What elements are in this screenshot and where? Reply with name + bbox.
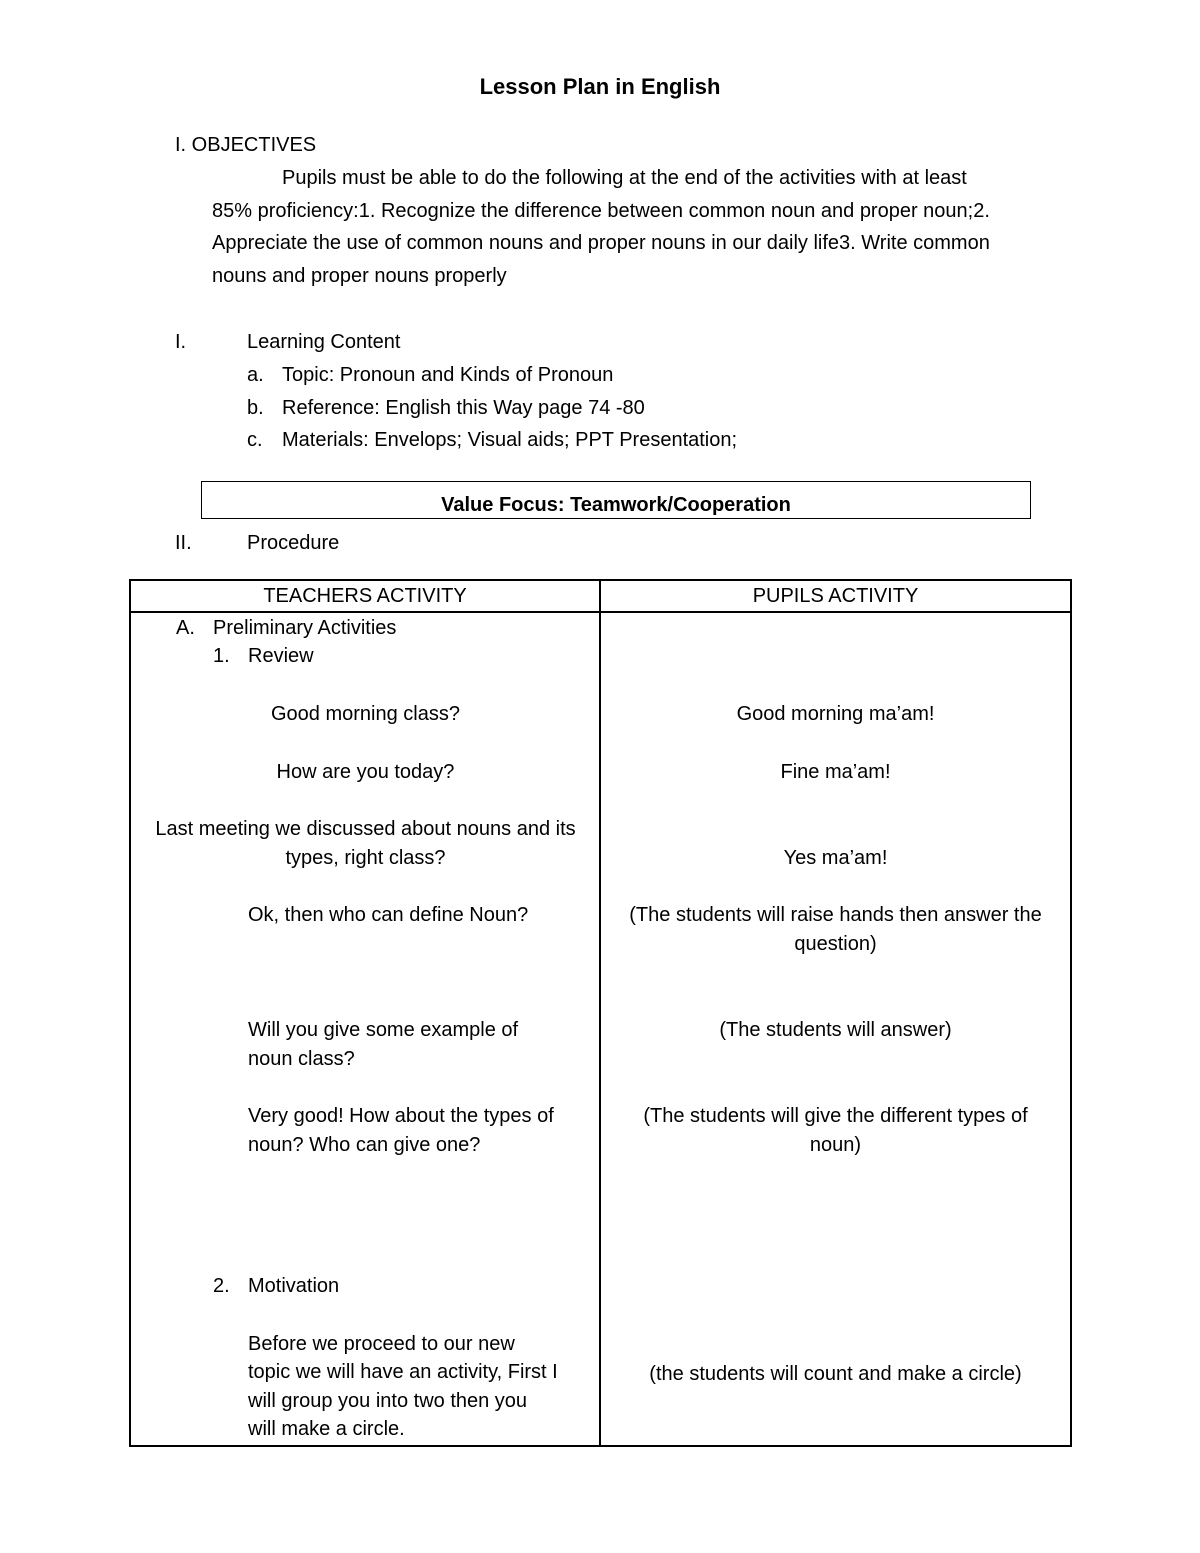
motivation-label: Motivation — [248, 1275, 340, 1297]
pupils-answer: (The students will answer) — [719, 1019, 952, 1041]
pupils-circle: (the students will count and make a circle) — [649, 1363, 1022, 1385]
pupils-activity-header: PUPILS ACTIVITY — [600, 580, 1071, 612]
value-focus-box: Value Focus: Teamwork/Cooperation — [201, 481, 1031, 519]
list-item-marker: b. — [247, 397, 264, 419]
teacher-last-meeting-line-2: types, right class? — [285, 847, 446, 869]
list-item-marker: a. — [247, 364, 264, 386]
teacher-define-noun: Ok, then who can define Noun? — [248, 904, 529, 926]
teacher-activity-line-3: will group you into two then you — [248, 1390, 528, 1412]
procedure-numeral: II. — [175, 532, 192, 554]
teacher-activity-line-2: topic we will have an activity, First I — [248, 1361, 558, 1383]
learning-content-heading: Learning Content — [247, 331, 401, 353]
teacher-types-line-2: noun? Who can give one? — [248, 1134, 481, 1156]
page-title: Lesson Plan in English — [479, 74, 721, 99]
teacher-activity-cell — [130, 612, 600, 1446]
teacher-activity-line-1: Before we proceed to our new — [248, 1333, 515, 1355]
teacher-example-line-1: Will you give some example of — [248, 1019, 519, 1041]
learning-content-numeral: I. — [175, 331, 187, 353]
pupils-raise-line-2: question) — [794, 933, 877, 955]
teacher-types-line-1: Very good! How about the types of — [248, 1105, 554, 1127]
teacher-example-line-2: noun class? — [248, 1048, 355, 1070]
review-label: Review — [248, 645, 314, 667]
review-marker: 1. — [213, 645, 230, 667]
pupils-activity-cell — [600, 612, 1071, 1446]
pupils-types-line-1: (The students will give the different types of — [643, 1105, 1028, 1127]
procedure-heading: Procedure — [247, 532, 340, 554]
teacher-last-meeting-line-1: Last meeting we discussed about nouns and its — [155, 818, 576, 840]
pupils-fine: Fine ma’am! — [780, 761, 891, 783]
section-marker: A. — [176, 617, 195, 639]
list-item-marker: c. — [247, 429, 263, 451]
pupils-raise-line-1: (The students will raise hands then answer the — [629, 904, 1042, 926]
topic-item: Topic: Pronoun and Kinds of Pronoun — [282, 364, 614, 386]
table-header-row — [130, 580, 1071, 612]
reference-item: Reference: English this Way page 74 -80 — [282, 397, 645, 419]
procedure-table — [129, 579, 1072, 1447]
objectives-line-4: nouns and proper nouns properly — [212, 265, 507, 287]
objectives-heading: I. OBJECTIVES — [175, 134, 317, 156]
teacher-activity-line-4: will make a circle. — [248, 1418, 405, 1440]
motivation-marker: 2. — [213, 1275, 230, 1297]
table-row — [130, 612, 1071, 1446]
teachers-activity-header: TEACHERS ACTIVITY — [130, 580, 600, 612]
materials-item: Materials: Envelops; Visual aids; PPT Presentation; — [282, 429, 738, 451]
pupils-types-line-2: noun) — [809, 1134, 862, 1156]
teacher-how-are-you: How are you today? — [276, 761, 455, 783]
objectives-line-3: Appreciate the use of common nouns and proper nouns in our daily life3. Write common — [212, 232, 990, 254]
section-label: Preliminary Activities — [213, 617, 397, 639]
objectives-line-2: 85% proficiency:1. Recognize the difference between common noun and proper noun;2. — [212, 200, 990, 222]
objectives-line-1: Pupils must be able to do the following at the end of the activities with at least — [282, 167, 967, 189]
teacher-greeting: Good morning class? — [271, 703, 460, 725]
pupils-greeting: Good morning ma’am! — [736, 703, 935, 725]
pupils-yes: Yes ma’am! — [783, 847, 888, 869]
